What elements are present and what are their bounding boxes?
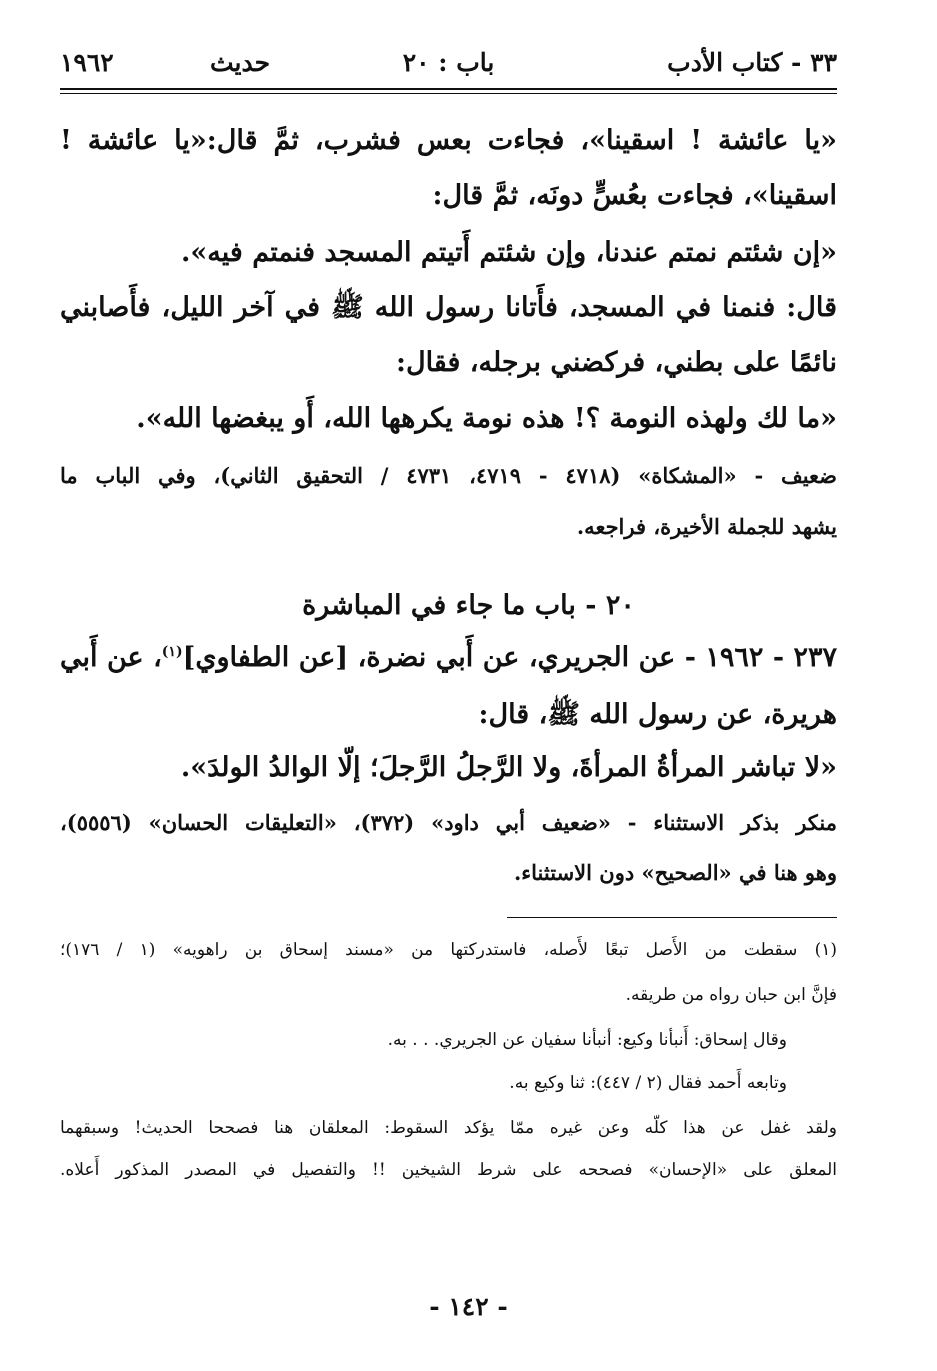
footnote-line-6: المعلق على «الإحسان» فصححه على شرط الشيخين !! والتفصيل في المصدر المذكور أَعلاه. bbox=[60, 1160, 837, 1180]
header-book-title: ٣٣ - كتاب الأدب bbox=[667, 48, 837, 77]
page-number: - ١٤٢ - bbox=[429, 1292, 508, 1321]
running-header bbox=[60, 48, 837, 88]
footnote-line-1: (١) سقطت من الأَصل تبعًا لأَصله، فاستدركتها من «مسند إسحاق بن راهويه» (١ / ١٧٦)؛ bbox=[60, 940, 837, 960]
hadith-matn: «لا تباشر المرأةُ المرأةَ، ولا الرَّجلُ الرَّجلَ؛ إلّا الوالدُ الولدَ». bbox=[180, 752, 837, 783]
footnote-line-3: وقال إسحاق: أَنبأنا وكيع: أنبأنا سفيان عن الجريري. . . به. bbox=[387, 1030, 787, 1050]
hadith-isnad-end: ، عن أَبي bbox=[60, 642, 162, 673]
hadith-line-2: هريرة، عن رسول الله ﷺ، قال: bbox=[478, 699, 837, 730]
prev-hadith-line-2: اسقينا»، فجاءت بعُسٍّ دونَه، ثمَّ قال: bbox=[432, 180, 837, 211]
prev-hadith-line-6: «ما لك ولهذه النومة ؟! هذه نومة يكرهها الله، أَو يبغضها الله». bbox=[136, 403, 837, 434]
footnote-marker: (١) bbox=[161, 644, 183, 660]
header-hadith-label: حديث bbox=[210, 48, 271, 77]
prev-grade-line-2: يشهد للجملة الأخيرة، فراجعه. bbox=[576, 514, 837, 539]
prev-hadith-line-4: قال: فنمنا في المسجد، فأَتانا رسول الله ﷺ في آخر الليل، فأَصابني bbox=[60, 292, 837, 323]
footnote-line-2: فإنَّ ابن حبان رواه من طريقه. bbox=[625, 985, 837, 1005]
prev-hadith-line-5: نائمًا على بطني، فركضني برجله، فقال: bbox=[395, 347, 837, 378]
hadith-grade-line-1: منكر بذكر الاستثناء - «ضعيف أبي داود» (٣٧٢)، «التعليقات الحسان» (٥٥٥٦)، bbox=[60, 810, 837, 835]
footnote-line-5: ولقد غفل عن هذا كلّه وعن غيره ممّا يؤكد السقوط: المعلقان هنا فصححا الحديث! وسبقهما bbox=[60, 1118, 838, 1138]
footnote-separator bbox=[507, 917, 837, 918]
hadith-line-1 bbox=[60, 642, 837, 673]
header-rule-thin bbox=[60, 93, 837, 94]
section-title: ٢٠ - باب ما جاء في المباشرة bbox=[302, 590, 635, 621]
header-chapter: باب : ٢٠ bbox=[402, 48, 495, 77]
prev-grade-line-1: ضعيف - «المشكاة» (٤٧١٨ - ٤٧١٩، ٤٧٣١ / التحقيق الثاني)، وفي الباب ما bbox=[60, 463, 838, 488]
prev-hadith-line-3: «إن شئتم نمتم عندنا، وإن شئتم أَتيتم المسجد فنمتم فيه». bbox=[181, 237, 837, 268]
header-hadith-number: ١٩٦٢ bbox=[60, 48, 114, 77]
hadith-grade-line-2: وهو هنا في «الصحيح» دون الاستثناء. bbox=[513, 860, 837, 885]
header-rule bbox=[60, 88, 837, 90]
hadith-isnad: ٢٣٧ - ١٩٦٢ - عن الجريري، عن أَبي نضرة، [عن الطفاوي] bbox=[182, 642, 837, 673]
prev-hadith-line-1: «يا عائشة ! اسقينا»، فجاءت بعس فشرب، ثمَّ قال:«يا عائشة ! bbox=[60, 125, 837, 156]
footnote-line-4: وتابعه أَحمد فقال (٢ / ٤٤٧): ثنا وكيع به. bbox=[509, 1073, 787, 1093]
